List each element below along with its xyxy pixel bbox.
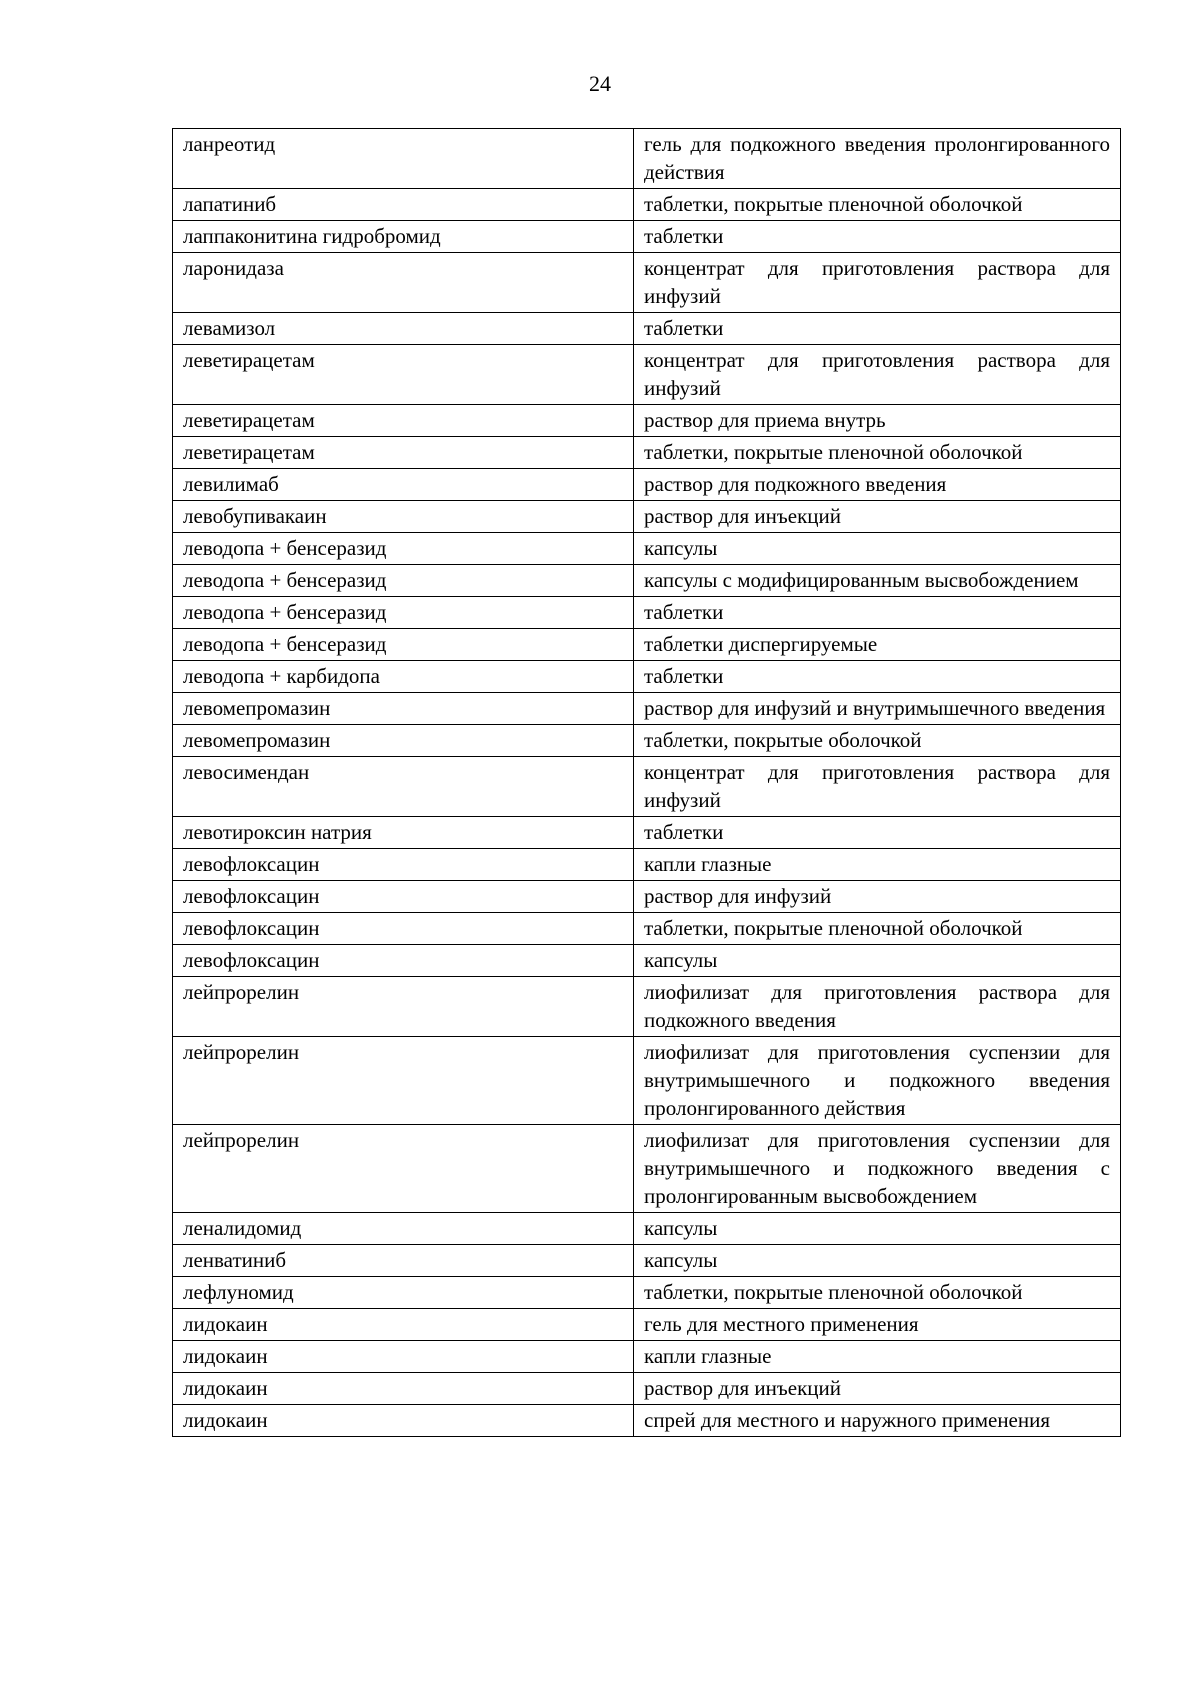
drug-name-cell: леводопа + бенсеразид bbox=[173, 565, 634, 597]
dosage-form-cell: таблетки, покрытые пленочной оболочкой bbox=[634, 189, 1121, 221]
dosage-form-cell: таблетки диспергируемые bbox=[634, 629, 1121, 661]
dosage-form-cell: раствор для инфузий и внутримышечного введения bbox=[634, 693, 1121, 725]
drug-name-cell: левилимаб bbox=[173, 469, 634, 501]
table-row bbox=[173, 1037, 1121, 1125]
table-row bbox=[173, 881, 1121, 913]
drug-name-cell: леналидомид bbox=[173, 1213, 634, 1245]
drug-name-cell: левомепромазин bbox=[173, 693, 634, 725]
table-row bbox=[173, 405, 1121, 437]
dosage-form-cell: таблетки, покрытые пленочной оболочкой bbox=[634, 1277, 1121, 1309]
dosage-form-cell: капсулы bbox=[634, 1213, 1121, 1245]
drug-name-cell: левофлоксацин bbox=[173, 913, 634, 945]
dosage-form-cell: капли глазные bbox=[634, 1341, 1121, 1373]
dosage-form-cell: таблетки bbox=[634, 817, 1121, 849]
drug-name-cell: лидокаин bbox=[173, 1341, 634, 1373]
drug-name-cell: лейпрорелин bbox=[173, 977, 634, 1037]
dosage-form-cell: таблетки, покрытые пленочной оболочкой bbox=[634, 437, 1121, 469]
drug-name-cell: левофлоксацин bbox=[173, 881, 634, 913]
drug-name-cell: лефлуномид bbox=[173, 1277, 634, 1309]
dosage-form-cell: капсулы с модифицированным высвобождением bbox=[634, 565, 1121, 597]
drug-name-cell: ленватиниб bbox=[173, 1245, 634, 1277]
drug-name-cell: левофлоксацин bbox=[173, 945, 634, 977]
drug-name-cell: левофлоксацин bbox=[173, 849, 634, 881]
dosage-form-cell: раствор для приема внутрь bbox=[634, 405, 1121, 437]
dosage-form-cell: таблетки, покрытые пленочной оболочкой bbox=[634, 913, 1121, 945]
drug-name-cell: леводопа + бенсеразид bbox=[173, 597, 634, 629]
dosage-form-cell: концентрат для приготовления раствора для инфузий bbox=[634, 253, 1121, 313]
dosage-form-cell: концентрат для приготовления раствора для инфузий bbox=[634, 345, 1121, 405]
drug-name-cell: леветирацетам bbox=[173, 405, 634, 437]
table-row bbox=[173, 1213, 1121, 1245]
drug-name-cell: лидокаин bbox=[173, 1373, 634, 1405]
table-row bbox=[173, 1125, 1121, 1213]
dosage-form-cell: таблетки bbox=[634, 221, 1121, 253]
drug-form-table bbox=[172, 128, 1121, 1437]
table-row bbox=[173, 725, 1121, 757]
dosage-form-cell: спрей для местного и наружного применения bbox=[634, 1405, 1121, 1437]
dosage-form-cell: раствор для инъекций bbox=[634, 501, 1121, 533]
drug-name-cell: леветирацетам bbox=[173, 437, 634, 469]
dosage-form-cell: гель для местного применения bbox=[634, 1309, 1121, 1341]
drug-name-cell: леводопа + бенсеразид bbox=[173, 533, 634, 565]
dosage-form-cell: лиофилизат для приготовления суспензии для внутримышечного и подкожного введения пролонгированного действия bbox=[634, 1037, 1121, 1125]
table-row bbox=[173, 693, 1121, 725]
table-row bbox=[173, 129, 1121, 189]
dosage-form-cell: капсулы bbox=[634, 1245, 1121, 1277]
dosage-form-cell: таблетки bbox=[634, 661, 1121, 693]
table-row bbox=[173, 1373, 1121, 1405]
table-row bbox=[173, 221, 1121, 253]
table-row bbox=[173, 945, 1121, 977]
table-row bbox=[173, 345, 1121, 405]
drug-name-cell: левамизол bbox=[173, 313, 634, 345]
table-row bbox=[173, 913, 1121, 945]
table-row bbox=[173, 313, 1121, 345]
table-row bbox=[173, 629, 1121, 661]
dosage-form-cell: капли глазные bbox=[634, 849, 1121, 881]
dosage-form-cell: лиофилизат для приготовления раствора для подкожного введения bbox=[634, 977, 1121, 1037]
drug-name-cell: левомепромазин bbox=[173, 725, 634, 757]
table-row bbox=[173, 189, 1121, 221]
drug-name-cell: лейпрорелин bbox=[173, 1037, 634, 1125]
drug-name-cell: лидокаин bbox=[173, 1309, 634, 1341]
dosage-form-cell: раствор для инфузий bbox=[634, 881, 1121, 913]
dosage-form-cell: концентрат для приготовления раствора для инфузий bbox=[634, 757, 1121, 817]
dosage-form-cell: капсулы bbox=[634, 533, 1121, 565]
table-row bbox=[173, 565, 1121, 597]
table-row bbox=[173, 1309, 1121, 1341]
drug-name-cell: лейпрорелин bbox=[173, 1125, 634, 1213]
dosage-form-cell: гель для подкожного введения пролонгированного действия bbox=[634, 129, 1121, 189]
dosage-form-cell: таблетки bbox=[634, 597, 1121, 629]
table-row bbox=[173, 817, 1121, 849]
drug-name-cell: леводопа + бенсеразид bbox=[173, 629, 634, 661]
table-row bbox=[173, 469, 1121, 501]
table-row bbox=[173, 253, 1121, 313]
drug-name-cell: левобупивакаин bbox=[173, 501, 634, 533]
drug-name-cell: лапатиниб bbox=[173, 189, 634, 221]
drug-name-cell: ларонидаза bbox=[173, 253, 634, 313]
dosage-form-cell: капсулы bbox=[634, 945, 1121, 977]
table-row bbox=[173, 597, 1121, 629]
drug-name-cell: леветирацетам bbox=[173, 345, 634, 405]
dosage-form-cell: таблетки bbox=[634, 313, 1121, 345]
table-row bbox=[173, 757, 1121, 817]
table-row bbox=[173, 1245, 1121, 1277]
dosage-form-cell: лиофилизат для приготовления суспензии для внутримышечного и подкожного введения с пролонгированным высвобождением bbox=[634, 1125, 1121, 1213]
table-row bbox=[173, 1341, 1121, 1373]
table-row bbox=[173, 437, 1121, 469]
dosage-form-cell: таблетки, покрытые оболочкой bbox=[634, 725, 1121, 757]
table-row bbox=[173, 661, 1121, 693]
drug-name-cell: лаппаконитина гидробромид bbox=[173, 221, 634, 253]
table-row bbox=[173, 501, 1121, 533]
dosage-form-cell: раствор для подкожного введения bbox=[634, 469, 1121, 501]
page-number: 24 bbox=[589, 71, 611, 96]
table-row bbox=[173, 533, 1121, 565]
drug-name-cell: левосимендан bbox=[173, 757, 634, 817]
table-row bbox=[173, 849, 1121, 881]
drug-name-cell: леводопа + карбидопа bbox=[173, 661, 634, 693]
table-body bbox=[173, 129, 1121, 1437]
table-row bbox=[173, 977, 1121, 1037]
table-row bbox=[173, 1277, 1121, 1309]
dosage-form-cell: раствор для инъекций bbox=[634, 1373, 1121, 1405]
drug-name-cell: левотироксин натрия bbox=[173, 817, 634, 849]
drug-name-cell: лидокаин bbox=[173, 1405, 634, 1437]
drug-name-cell: ланреотид bbox=[173, 129, 634, 189]
table-row bbox=[173, 1405, 1121, 1437]
